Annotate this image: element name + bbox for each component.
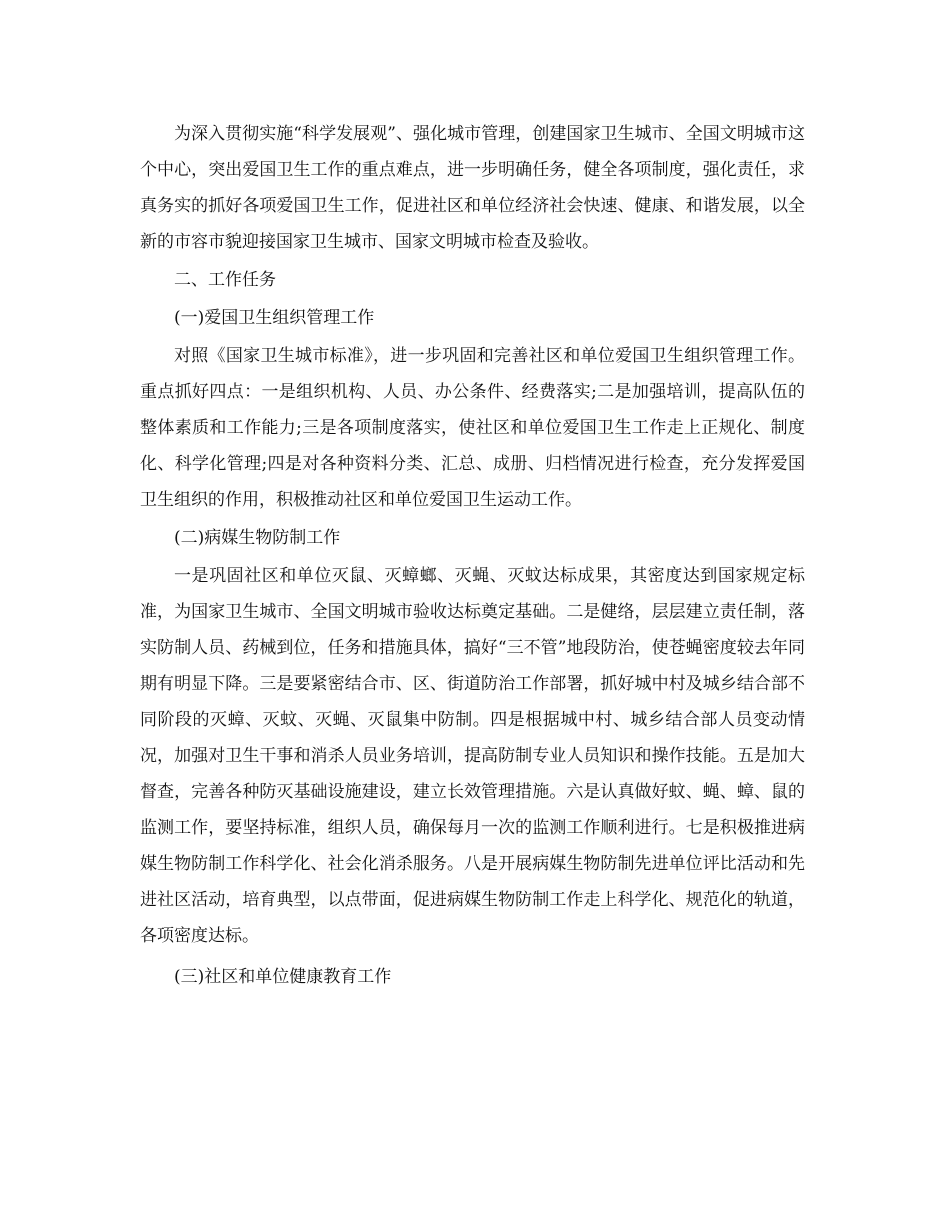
organization-paragraph: 对照《国家卫生城市标准》，进一步巩固和完善社区和单位爱国卫生组织管理工作。重点抓好四点：一是组织机构、人员、办公条件、经费落实;二是加强培训，提高队伍的整体素质和工作能力;三是各项制度落实，使社区和单位爱国卫生工作走上正规化、制度化、科学化管理;四是对各种资料分类、汇总、成册、归档情况进行检查，充分发挥爱国卫生组织的作用，积极推动社区和单位爱国卫生运动工作。 [140, 346, 805, 510]
subsection-heading-health-education: (三)社区和单位健康教育工作 [174, 967, 392, 987]
subsection-heading-organization: (一)爱国卫生组织管理工作 [174, 308, 375, 328]
intro-paragraph: 为深入贯彻实施“科学发展观”、强化城市管理，创建国家卫生城市、全国文明城市这个中心，突出爱国卫生工作的重点难点，进一步明确任务，健全各项制度，强化责任，求真务实的抓好各项爱国卫生工作，促进社区和单位经济社会快速、健康、和谐发展，以全新的市容市貌迎接国家卫生城市、国家文明城市检查及验收。 [140, 124, 805, 252]
document-body [140, 116, 805, 995]
section-heading-work-tasks: 二、工作任务 [174, 270, 276, 290]
vector-control-paragraph: 一是巩固社区和单位灭鼠、灭蟑螂、灭蝇、灭蚊达标成果，其密度达到国家规定标准，为国家卫生城市、全国文明城市验收达标奠定基础。二是健络，层层建立责任制，落实防制人员、药械到位，任务和措施具体，搞好“三不管”地段防治，使苍蝇密度较去年同期有明显下降。三是要紧密结合市、区、街道防治工作部署，抓好城中村及城乡结合部不同阶段的灭蟑、灭蚊、灭蝇、灭鼠集中防制。四是根据城中村、城乡结合部人员变动情况，加强对卫生干事和消杀人员业务培训，提高防制专业人员知识和操作技能。五是加大督查，完善各种防灭基础设施建设，建立长效管理措施。六是认真做好蚊、蝇、蟑、鼠的监测工作，要坚持标准，组织人员，确保每月一次的监测工作顺利进行。七是积极推进病媒生物防制工作科学化、社会化消杀服务。八是开展病媒生物防制先进单位评比活动和先进社区活动，培育典型，以点带面，促进病媒生物防制工作走上科学化、规范化的轨道，各项密度达标。 [140, 566, 805, 946]
subsection-heading-vector-control: (二)病媒生物防制工作 [174, 528, 341, 548]
